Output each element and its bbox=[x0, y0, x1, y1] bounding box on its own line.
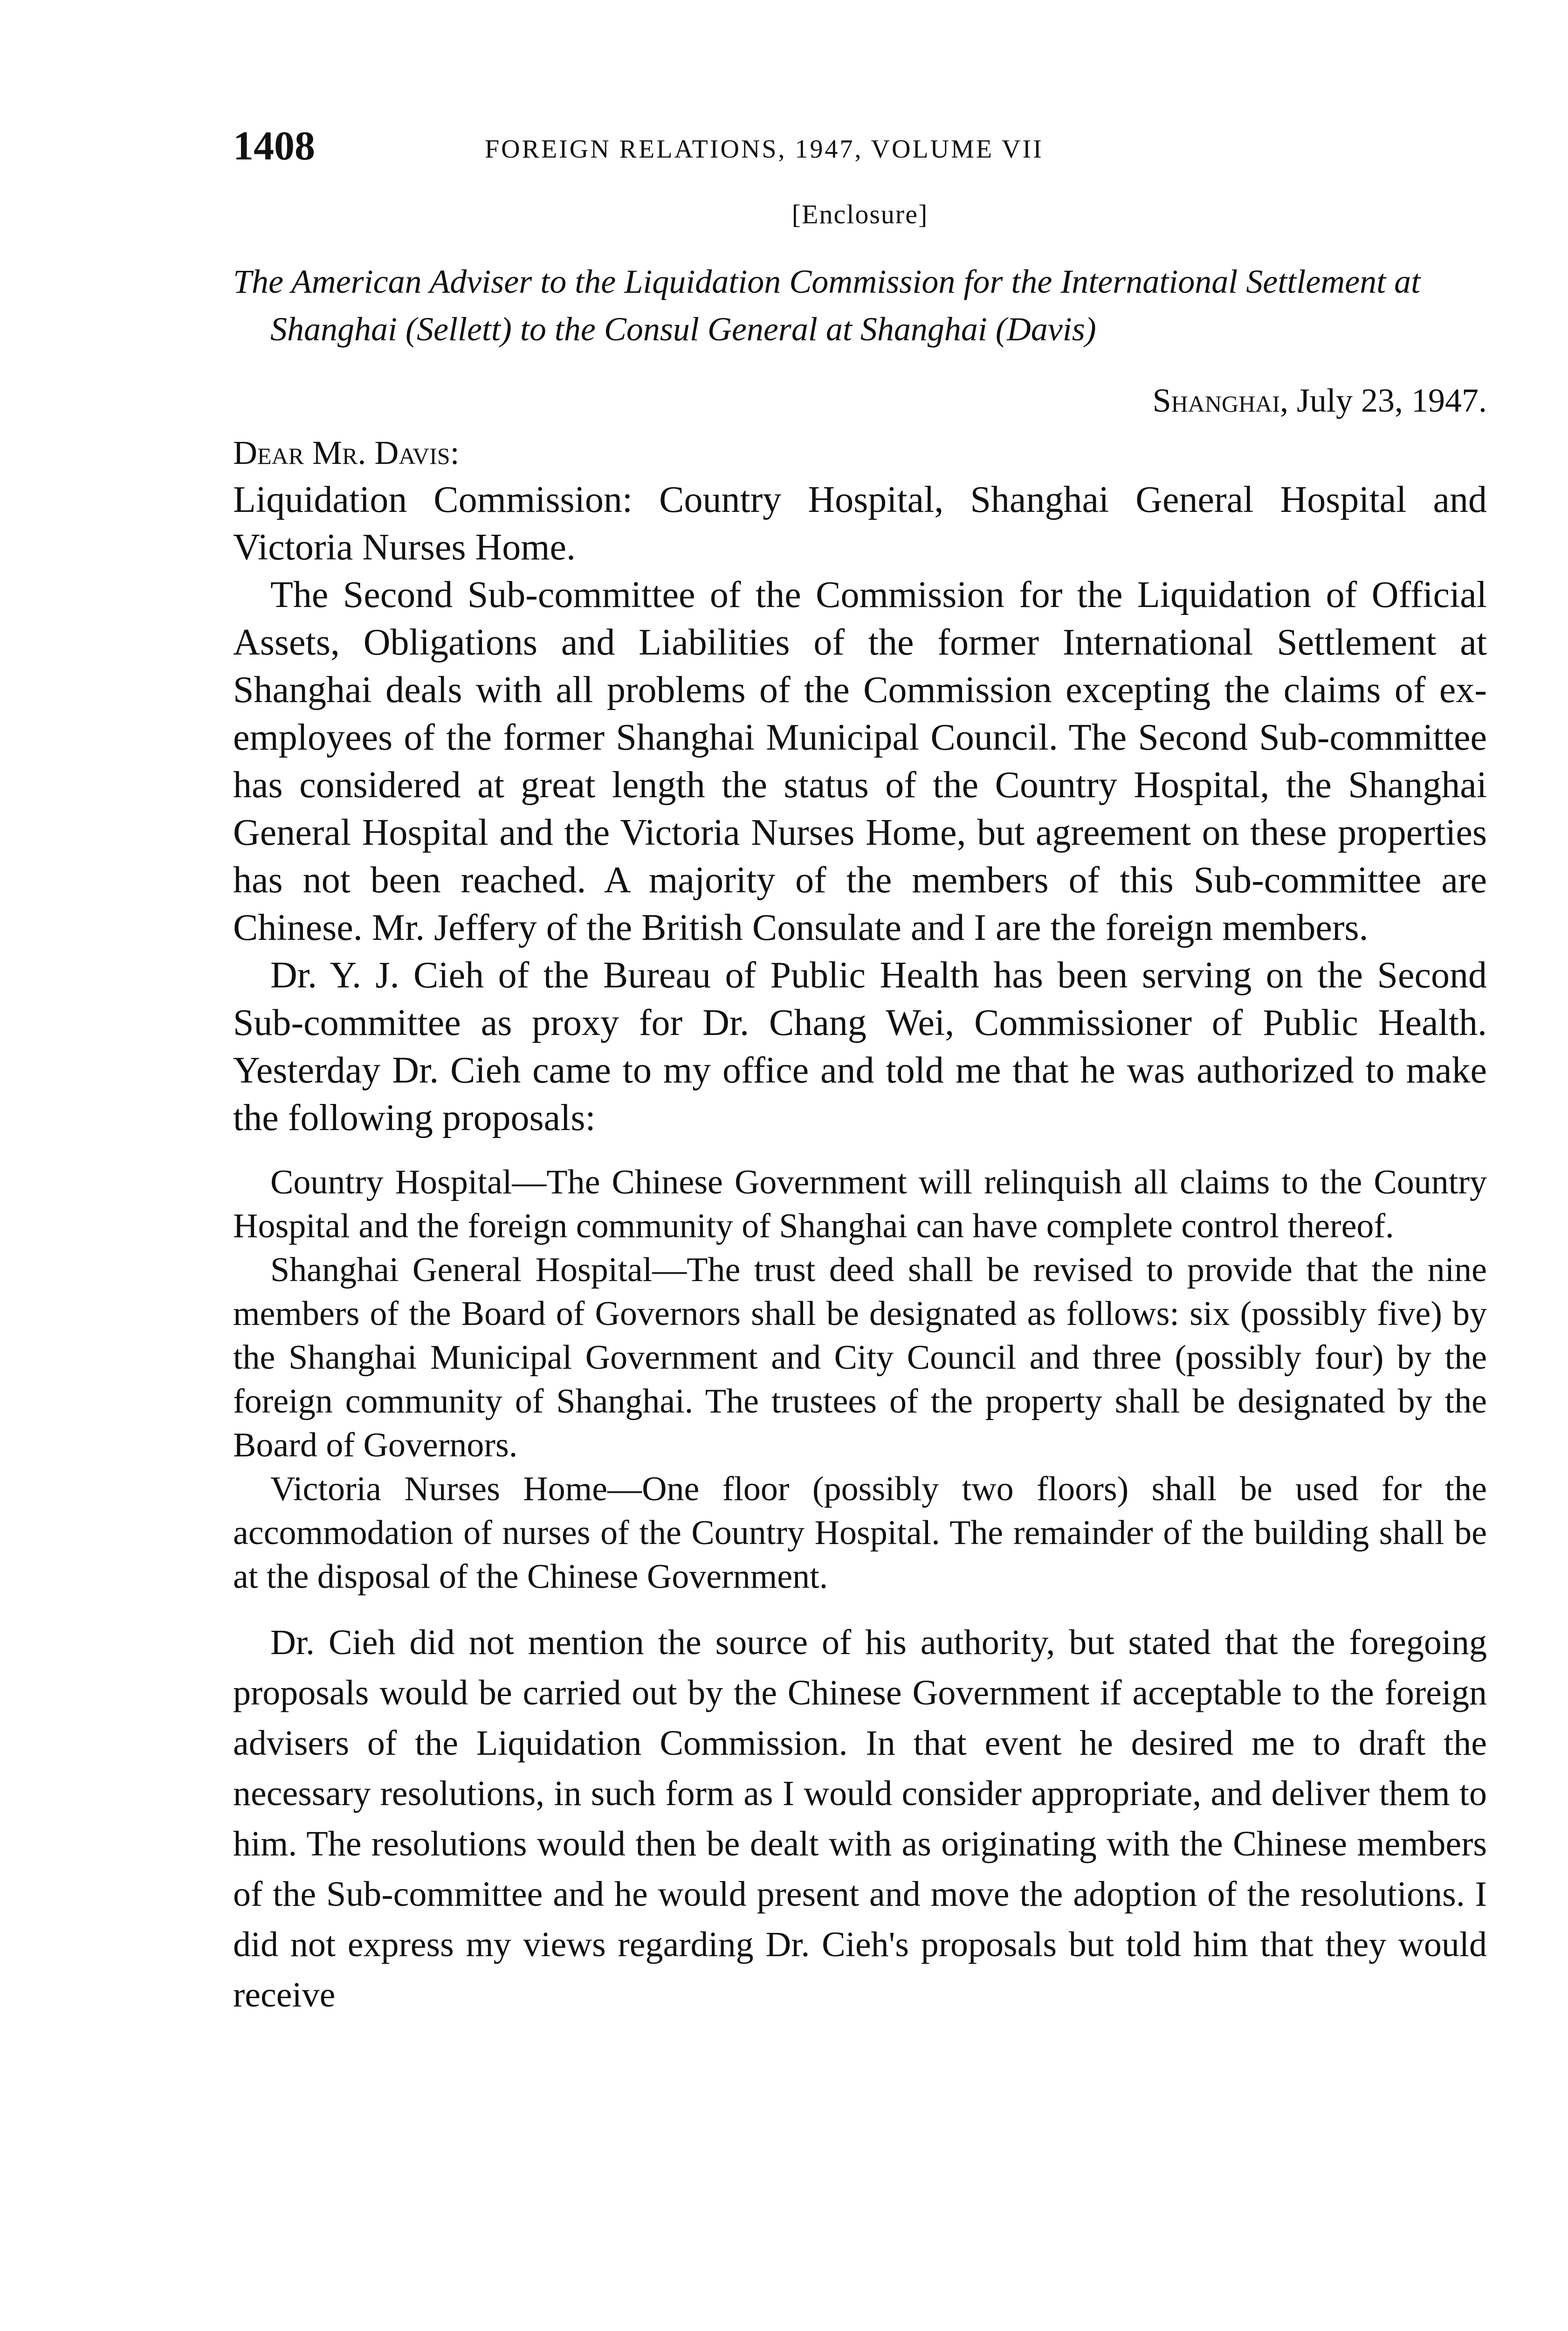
running-head: FOREIGN RELATIONS, 1947, VOLUME VII bbox=[485, 135, 1044, 164]
body-paragraph-2: Dr. Y. J. Cieh of the Bureau of Public Health has been serving on the Second Sub-committee as proxy for Dr. Chang Wei, Commissioner of Public Health. Yesterday Dr. Cieh came to my office and told me that he was authorized to make the following proposals: bbox=[233, 955, 1487, 1138]
closing-paragraph: Dr. Cieh did not mention the source of his authority, but stated that the foregoing proposals would be carried out by the Chinese Government if acceptable to the foreign advisers of the Liquidation Commission. In that event he desired me to draft the necessary resolutions, in such form as I would consider appropriate, and deliver them to him. The resolutions would then be dealt with as originating with the Chinese members of the Sub-committee and he would present and move the adoption of the resolutions. I did not express my views regarding Dr. Cieh's proposals but told him that they would receive bbox=[233, 1623, 1487, 2014]
page-number: 1408 bbox=[233, 124, 315, 169]
enclosure-label: [Enclosure] bbox=[791, 199, 928, 229]
salutation: Dear Mr. Davis: bbox=[233, 434, 460, 471]
page-body bbox=[233, 126, 1487, 2020]
proposals-list bbox=[233, 1160, 1487, 1599]
subject-line: Liquidation Commission: Country Hospital, Shanghai General Hospital and Victoria Nurses Home. bbox=[233, 479, 1487, 568]
proposal-victoria-nurses-home: Victoria Nurses Home—One floor (possibly two floors) shall be used for the accommodation of nurses of the Country Hospital. The remainder of the building shall be at the disposal of the Chinese Government. bbox=[233, 1470, 1487, 1596]
dateline-place: Shanghai bbox=[1152, 382, 1280, 419]
page-header bbox=[233, 126, 1487, 177]
document-title: The American Adviser to the Liquidation Commission for the International Settlement at Shanghai (Sellett) to the Consul General at Shanghai (Davis) bbox=[233, 263, 1421, 348]
proposal-shanghai-general-hospital: Shanghai General Hospital—The trust deed shall be revised to provide that the nine members of the Board of Governors shall be designated as follows: six (possibly five) by the Shanghai Municipal Government and City Council and three (possibly four) by the foreign community of Shanghai. The trustees of the property shall be designated by the Board of Governors. bbox=[233, 1251, 1487, 1464]
dateline bbox=[233, 377, 1487, 424]
proposal-country-hospital: Country Hospital—The Chinese Government will relinquish all claims to the Country Hospital and the foreign community of Shanghai can have complete control thereof. bbox=[233, 1163, 1487, 1245]
body-paragraph-1: The Second Sub-committee of the Commission for the Liquidation of Official Assets, Obligations and Liabilities of the former International Settlement at Shanghai deals with all problems of the Commission excepting the claims of ex-employees of the former Shanghai Municipal Council. The Second Sub-committee has considered at great length the status of the Country Hospital, the Shanghai General Hospital and the Victoria Nurses Home, but agreement on these properties has not been reached. A majority of the members of this Sub-committee are Chinese. Mr. Jeffery of the British Consulate and I are the foreign members. bbox=[233, 574, 1487, 948]
dateline-date: , July 23, 1947. bbox=[1279, 382, 1487, 419]
